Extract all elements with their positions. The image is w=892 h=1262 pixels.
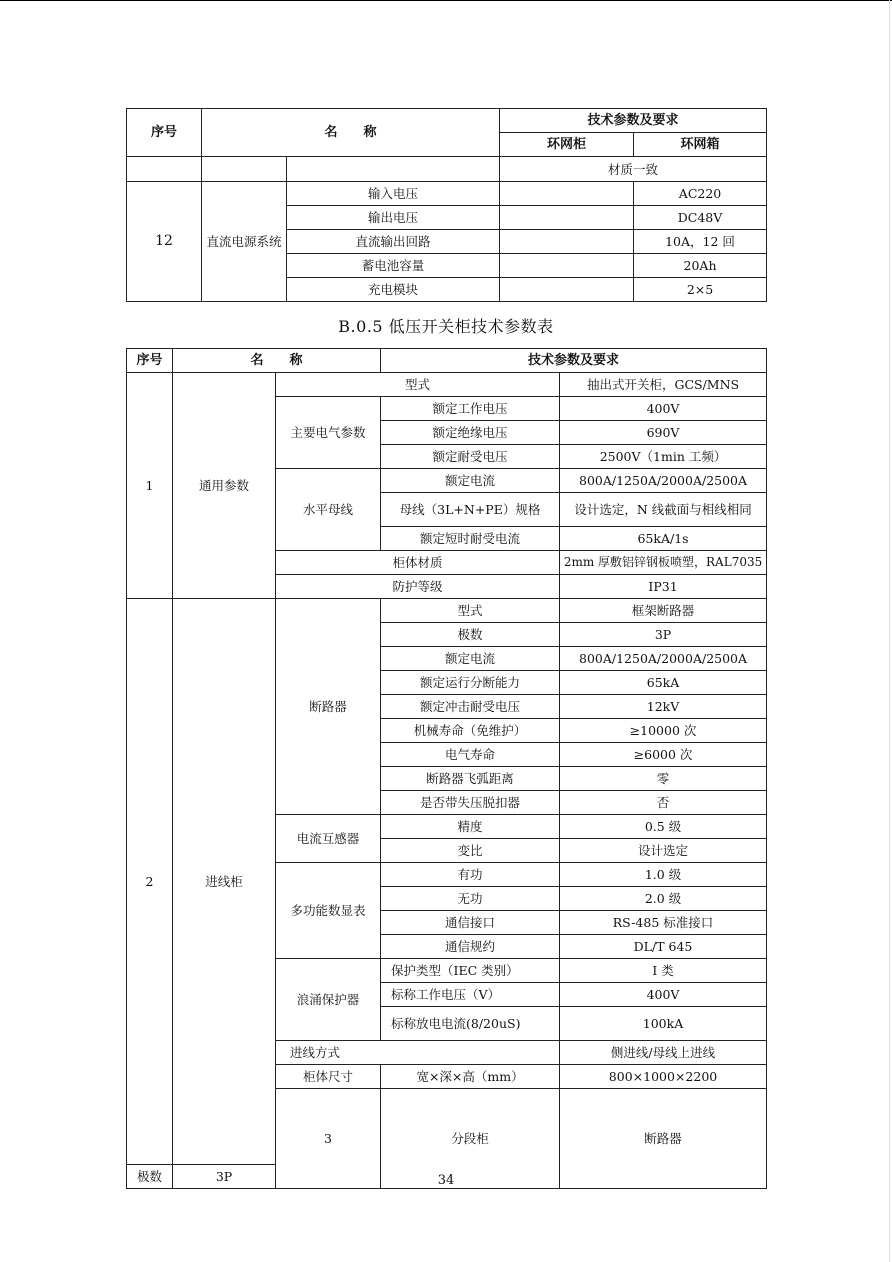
header-name: 名 称 — [173, 349, 381, 373]
param-label: 断路器飞弧距离 — [381, 767, 560, 791]
param-label: 额定短时耐受电流 — [381, 527, 560, 551]
param-label: 额定运行分断能力 — [381, 671, 560, 695]
group-label: 主要电气参数 — [276, 397, 381, 469]
empty-cell — [202, 157, 287, 182]
param-sub-label: 宽×深×高（mm） — [381, 1065, 560, 1089]
param-value: 65kA/1s — [560, 527, 767, 551]
param-label: 极数 — [381, 623, 560, 647]
param-label: 额定电流 — [381, 647, 560, 671]
param-value: 65kA — [560, 671, 767, 695]
param-label: 型式 — [381, 599, 560, 623]
param-label: 有功 — [381, 863, 560, 887]
box-value: AC220 — [634, 182, 767, 206]
param-label: 标称工作电压（V） — [381, 983, 560, 1007]
param-label: 通信接口 — [381, 911, 560, 935]
param-value: 抽出式开关柜，GCS/MNS — [560, 373, 767, 397]
param-label: 蓄电池容量 — [287, 254, 500, 278]
group-name: 直流电源系统 — [202, 182, 287, 302]
param-label: 电气寿命 — [381, 743, 560, 767]
param-label: 额定耐受电压 — [381, 445, 560, 469]
param-value: 框架断路器 — [560, 599, 767, 623]
group-label: 水平母线 — [276, 469, 381, 551]
empty-cell — [127, 157, 202, 182]
group-label: 断路器 — [276, 599, 381, 815]
group-label: 多功能数显表 — [276, 863, 381, 959]
param-label: 额定绝缘电压 — [381, 421, 560, 445]
param-label: 充电模块 — [287, 278, 500, 302]
header-tech: 技术参数及要求 — [500, 109, 767, 133]
param-value: 800A/1250A/2000A/2500A — [560, 647, 767, 671]
param-label: 额定冲击耐受电压 — [381, 695, 560, 719]
param-value: 1.0 级 — [560, 863, 767, 887]
param-value: 设计选定 — [560, 839, 767, 863]
section-seq: 2 — [127, 599, 173, 1165]
param-label: 是否带失压脱扣器 — [381, 791, 560, 815]
param-value: 3P — [173, 1165, 276, 1189]
param-value: 690V — [560, 421, 767, 445]
param-label: 防护等级 — [276, 575, 560, 599]
cabinet-value — [500, 254, 634, 278]
section-seq: 3 — [276, 1089, 381, 1189]
cabinet-value — [500, 278, 634, 302]
param-label: 无功 — [381, 887, 560, 911]
top-border-line — [0, 0, 892, 1]
param-value: ≥6000 次 — [560, 743, 767, 767]
param-label: 保护类型（IEC 类别） — [381, 959, 560, 983]
box-value: 10A，12 回 — [634, 230, 767, 254]
section-name: 分段柜 — [381, 1089, 560, 1189]
param-label: 极数 — [127, 1165, 173, 1189]
param-value: 100kA — [560, 1007, 767, 1041]
section-seq: 1 — [127, 373, 173, 599]
param-value: 800×1000×2200 — [560, 1065, 767, 1089]
param-value: 2.0 级 — [560, 887, 767, 911]
param-label: 精度 — [381, 815, 560, 839]
page-number: 34 — [437, 1173, 455, 1188]
param-label: 输出电压 — [287, 206, 500, 230]
param-value: 0.5 级 — [560, 815, 767, 839]
param-value: 800A/1250A/2000A/2500A — [560, 469, 767, 493]
param-label: 输入电压 — [287, 182, 500, 206]
header-ring-cabinet: 环网柜 — [500, 133, 634, 157]
param-label: 机械寿命（免维护） — [381, 719, 560, 743]
table-caption: B.0.5 低压开关柜技术参数表 — [338, 317, 554, 336]
param-value: DL/T 645 — [560, 935, 767, 959]
group-label: 断路器 — [560, 1089, 767, 1189]
param-label: 柜体材质 — [276, 551, 560, 575]
box-value: 2×5 — [634, 278, 767, 302]
param-value: IP31 — [560, 575, 767, 599]
param-label: 母线（3L+N+PE）规格 — [381, 493, 560, 527]
box-value: DC48V — [634, 206, 767, 230]
param-value: I 类 — [560, 959, 767, 983]
section-name: 进线柜 — [173, 599, 276, 1165]
row-seq: 12 — [127, 182, 202, 302]
low-voltage-switchgear-table — [126, 348, 767, 1189]
param-value: 侧进线/母线上进线 — [560, 1041, 767, 1065]
param-value: ≥10000 次 — [560, 719, 767, 743]
section-name: 通用参数 — [173, 373, 276, 599]
header-tech: 技术参数及要求 — [381, 349, 767, 373]
param-value: 400V — [560, 983, 767, 1007]
header-ring-box: 环网箱 — [634, 133, 767, 157]
param-value: 2mm 厚敷铝锌钢板喷塑，RAL7035 — [560, 551, 767, 575]
param-label: 通信规约 — [381, 935, 560, 959]
param-value: 400V — [560, 397, 767, 421]
param-value: 12kV — [560, 695, 767, 719]
header-seq: 序号 — [127, 349, 173, 373]
param-label: 标称放电电流(8/20uS) — [381, 1007, 560, 1041]
param-label: 型式 — [276, 373, 560, 397]
param-value: 零 — [560, 767, 767, 791]
param-value: RS-485 标准接口 — [560, 911, 767, 935]
empty-cell — [287, 157, 500, 182]
cabinet-value — [500, 230, 634, 254]
param-label: 柜体尺寸 — [276, 1065, 381, 1089]
param-label: 进线方式 — [276, 1041, 560, 1065]
right-border-line — [889, 0, 890, 1262]
group-label: 电流互感器 — [276, 815, 381, 863]
cabinet-value — [500, 182, 634, 206]
header-seq: 序号 — [127, 109, 202, 157]
param-value: 否 — [560, 791, 767, 815]
param-label: 直流输出回路 — [287, 230, 500, 254]
param-label: 额定电流 — [381, 469, 560, 493]
param-label: 额定工作电压 — [381, 397, 560, 421]
param-label: 变比 — [381, 839, 560, 863]
ring-main-unit-table — [126, 108, 767, 302]
param-value: 2500V（1min 工频） — [560, 445, 767, 469]
cabinet-value — [500, 206, 634, 230]
header-name: 名 称 — [202, 109, 500, 157]
box-value: 20Ah — [634, 254, 767, 278]
material-consistent: 材质一致 — [500, 157, 767, 182]
param-value: 3P — [560, 623, 767, 647]
group-label: 浪涌保护器 — [276, 959, 381, 1041]
param-value: 设计选定，N 线截面与相线相同 — [560, 493, 767, 527]
